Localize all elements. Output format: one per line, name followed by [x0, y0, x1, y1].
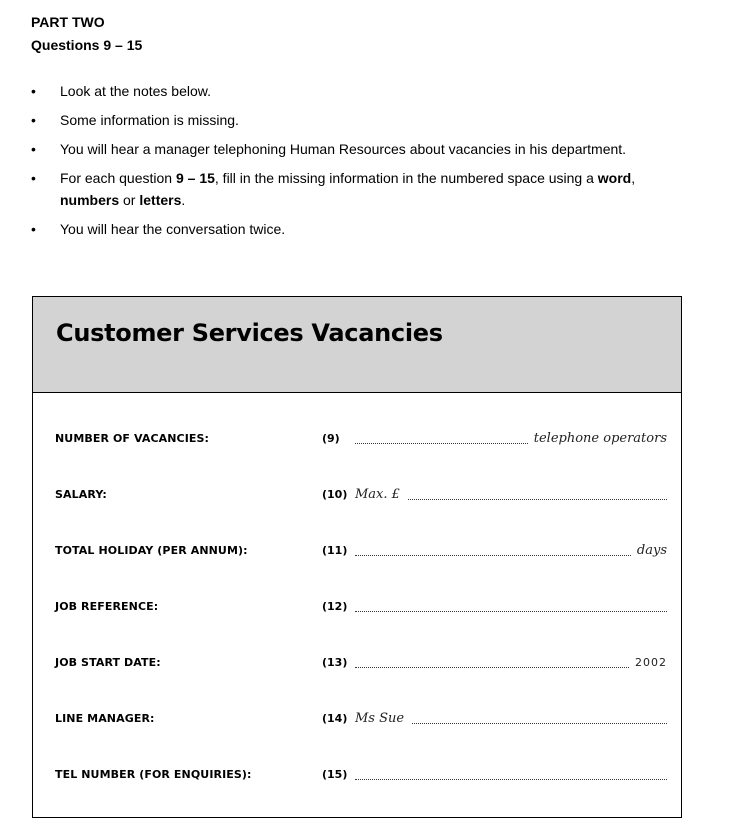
instruction-item [31, 138, 691, 160]
instruction-bold-letters: letters [139, 192, 182, 208]
question-number: (9) [322, 432, 340, 445]
question-number: (14) [322, 712, 348, 725]
instruction-text [60, 170, 635, 208]
answer-line [355, 779, 667, 780]
answer-field-9[interactable] [355, 429, 667, 449]
row-label: JOB REFERENCE: [55, 600, 159, 613]
questions-range-title: Questions 9 – 15 [31, 37, 143, 53]
instruction-text: Some information is missing. [60, 112, 239, 128]
row-label: SALARY: [55, 488, 107, 501]
instruction-text: You will hear a manager telephoning Human Resources about vacancies in his department. [60, 141, 627, 157]
printed-year: 2002 [635, 656, 667, 669]
answer-line [355, 443, 528, 444]
question-number: (13) [322, 656, 348, 669]
row-label: TOTAL HOLIDAY (PER ANNUM): [55, 544, 248, 557]
answer-field-15[interactable] [355, 765, 667, 785]
answer-field-11[interactable] [355, 541, 667, 561]
handwritten-text: telephone operators [533, 431, 667, 446]
instruction-text: Look at the notes below. [60, 83, 211, 99]
answer-field-12[interactable] [355, 597, 667, 617]
instruction-list [31, 80, 691, 247]
question-number: (11) [322, 544, 348, 557]
notes-form [32, 296, 682, 818]
instruction-item [31, 167, 691, 211]
question-number: (12) [322, 600, 348, 613]
instruction-item [31, 80, 691, 102]
handwritten-text: Ms Sue [355, 711, 405, 726]
form-row-tel-number [55, 765, 665, 785]
form-row-vacancies [55, 429, 665, 449]
form-row-holiday [55, 541, 665, 561]
part-title: PART TWO [31, 14, 105, 30]
form-row-start-date [55, 653, 665, 673]
instruction-text-part: , fill in the missing information in the numbered space using a [214, 170, 598, 186]
row-label: TEL NUMBER (FOR ENQUIRIES): [55, 768, 252, 781]
handwritten-text: days [636, 543, 667, 558]
question-number: (10) [322, 488, 348, 501]
answer-line [355, 555, 631, 556]
instruction-text-part: . [181, 192, 186, 208]
form-row-job-reference [55, 597, 665, 617]
instruction-bold-numbers: numbers [60, 192, 120, 208]
instruction-bold-range: 9 – 15 [175, 170, 215, 186]
instruction-text-part: , [631, 170, 636, 186]
instruction-bold-word: word [597, 170, 632, 186]
instruction-text-part: For each question [60, 170, 176, 186]
form-row-salary [55, 485, 665, 505]
bullet-icon: • [31, 221, 36, 237]
form-row-line-manager [55, 709, 665, 729]
form-title: Customer Services Vacancies [56, 319, 443, 347]
answer-line [355, 611, 667, 612]
instruction-item [31, 109, 691, 131]
answer-field-14[interactable] [355, 709, 667, 729]
bullet-icon: • [31, 112, 36, 128]
row-label: NUMBER OF VACANCIES: [55, 432, 210, 445]
answer-field-13[interactable] [355, 653, 667, 673]
bullet-icon: • [31, 170, 36, 186]
answer-line [408, 499, 667, 500]
answer-field-10[interactable] [355, 485, 667, 505]
instruction-item [31, 218, 691, 240]
row-label: LINE MANAGER: [55, 712, 155, 725]
bullet-icon: • [31, 141, 36, 157]
bullet-icon: • [31, 83, 36, 99]
question-number: (15) [322, 768, 348, 781]
handwritten-text: Max. £ [355, 487, 400, 502]
instruction-text-part: or [119, 192, 140, 208]
row-label: JOB START DATE: [55, 656, 161, 669]
answer-line [412, 723, 667, 724]
instruction-text: You will hear the conversation twice. [60, 221, 286, 237]
answer-line [355, 667, 629, 668]
